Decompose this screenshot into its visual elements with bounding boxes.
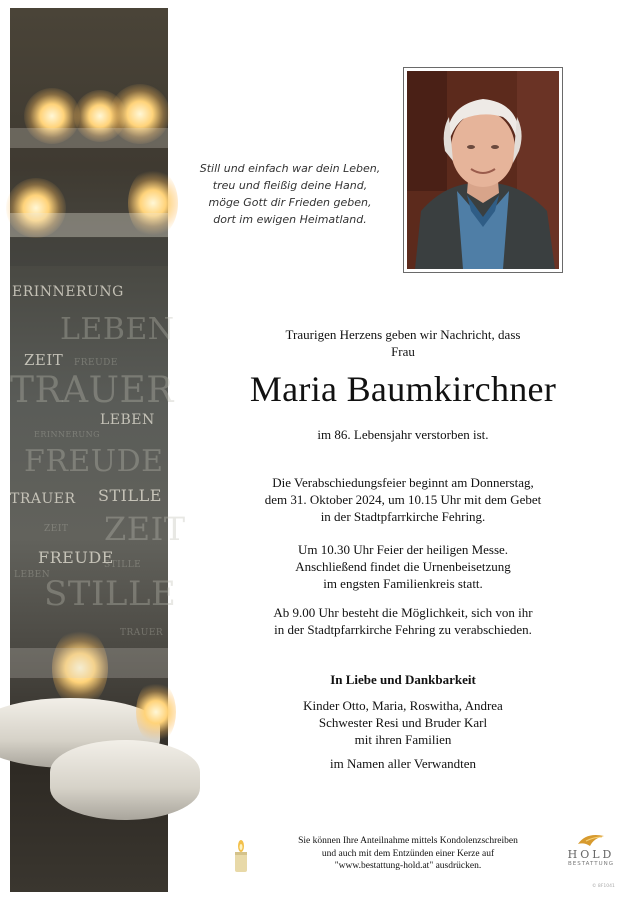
strip-word: ZEIT (44, 524, 69, 534)
farewell-line: Ab 9.00 Uhr besteht die Möglichkeit, sich von ihr (273, 605, 533, 620)
memorial-quote (190, 160, 390, 228)
strip-word: FREUDE (74, 358, 118, 368)
logo-leaf-icon (576, 832, 606, 848)
logo-name: HOLD (567, 848, 615, 861)
portrait-photo-frame (403, 67, 563, 273)
portrait-photo (407, 71, 559, 269)
mass-line: Anschließend findet die Urnenbeisetzung (295, 559, 511, 574)
ceremony-line: dem 31. Oktober 2024, um 10.15 Uhr mit dem Gebet (264, 492, 542, 507)
strip-word: ZEIT (24, 351, 64, 369)
strip-word: FREUDE (38, 548, 114, 567)
family-line: Kinder Otto, Maria, Roswitha, Andrea (303, 698, 503, 713)
strip-word: LEBEN (14, 570, 51, 580)
quote-line: treu und fleißig deine Hand, (212, 179, 368, 192)
decorative-candle-strip (10, 8, 186, 892)
ceremony-line: Die Verabschiedungsfeier beginnt am Donnerstag, (272, 475, 534, 490)
candle-flame-glow (136, 680, 176, 744)
footer-line: und auch mit dem Entzünden einer Kerze auf (321, 848, 495, 859)
logo-subtitle: BESTATTUNG (567, 861, 615, 867)
strip-word: TRAUER (10, 491, 76, 507)
quote-line: dort im ewigen Heimatland. (213, 213, 367, 226)
ceremony-line: in der Stadtpfarrkirche Fehring. (320, 509, 486, 524)
strip-word: FREUDE (24, 444, 164, 479)
announcement-intro (190, 326, 616, 360)
mass-details (190, 541, 616, 592)
strip-word: ERINNERUNG (34, 430, 101, 439)
farewell-line: in der Stadtpfarrkirche Fehring zu verabschieden. (274, 622, 532, 637)
footer-line: "www.bestattung-hold.at" ausdrücken. (334, 861, 482, 871)
strip-word: LEBEN (100, 412, 155, 428)
love-heading: In Liebe und Dankbarkeit (330, 672, 476, 687)
quote-line: möge Gott dir Frieden geben, (208, 196, 372, 209)
ceremony-details (190, 474, 616, 525)
quote-line: Still und einfach war dein Leben, (199, 162, 381, 175)
relatives-line: im Namen aller Verwandten (330, 756, 476, 771)
tealight-candle (50, 740, 200, 820)
strip-word: STILLE (44, 574, 177, 614)
candle-icon (232, 838, 250, 874)
deceased-name: Maria Baumkirchner (249, 369, 557, 409)
strip-word: STILLE (98, 486, 162, 505)
intro-line: Traurigen Herzens geben wir Nachricht, dass (285, 327, 521, 342)
strip-word: LEBEN (60, 312, 175, 347)
strip-word: ERINNERUNG (12, 284, 124, 300)
mass-line: im engsten Familienkreis statt. (323, 576, 483, 591)
footer-line: Sie können Ihre Anteilnahme mittels Kondolenzschreiben (298, 836, 518, 846)
family-line: mit ihren Familien (354, 732, 452, 747)
family-list (190, 697, 616, 748)
intro-line-frau: Frau (391, 344, 415, 359)
family-line: Schwester Resi und Bruder Karl (318, 715, 488, 730)
strip-word: STILLE (104, 560, 142, 570)
strip-word: ZEIT (104, 510, 186, 548)
strip-word: TRAUER (120, 628, 164, 638)
farewell-details (190, 604, 616, 638)
print-code: © 8F1041 (592, 884, 615, 889)
hold-bestattung-logo (556, 832, 626, 880)
condolence-note (262, 835, 554, 873)
age-line: im 86. Lebensjahr verstorben ist. (317, 427, 489, 442)
strip-word: TRAUER (10, 370, 174, 411)
mass-line: Um 10.30 Uhr Feier der heiligen Messe. (297, 542, 509, 557)
